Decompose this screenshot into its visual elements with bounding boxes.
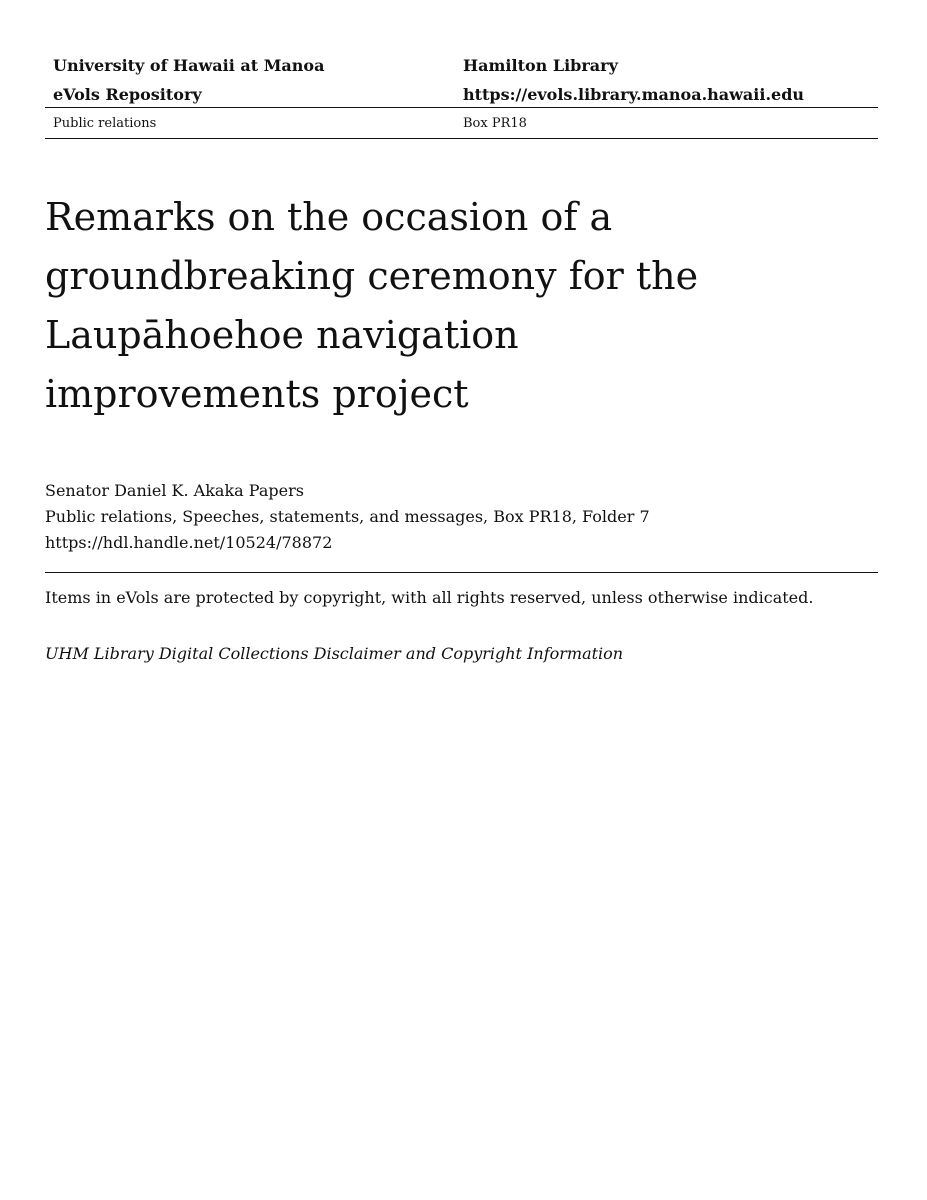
header-row-2 [45,81,878,108]
section-divider [45,572,878,573]
disclaimer-link[interactable]: UHM Library Digital Collections Disclaimer and Copyright Information [45,644,624,663]
header-row-3 [45,108,878,139]
folder-location: Public relations, Speeches, statements, and messages, Box PR18, Folder 7 [45,507,650,526]
box-label: Box PR18 [463,115,527,131]
handle-link[interactable]: https://hdl.handle.net/10524/78872 [45,533,333,552]
library-name: Hamilton Library [463,56,618,75]
document-metadata [45,478,650,556]
institution-name: University of Hawaii at Manoa [53,56,325,75]
series-label: Public relations [53,115,157,131]
rights-statement: Items in eVols are protected by copyright, with all rights reserved, unless otherwise indicated. [45,588,814,607]
header-row-1 [45,50,878,81]
repository-url-link[interactable]: https://evols.library.manoa.hawaii.edu [463,84,805,104]
header-table [45,50,878,139]
repository-name: eVols Repository [53,84,202,104]
collection-name: Senator Daniel K. Akaka Papers [45,481,304,500]
document-title: Remarks on the occasion of a groundbreaking ceremony for the Laupāhoehoe navigation improvements project [45,195,699,416]
